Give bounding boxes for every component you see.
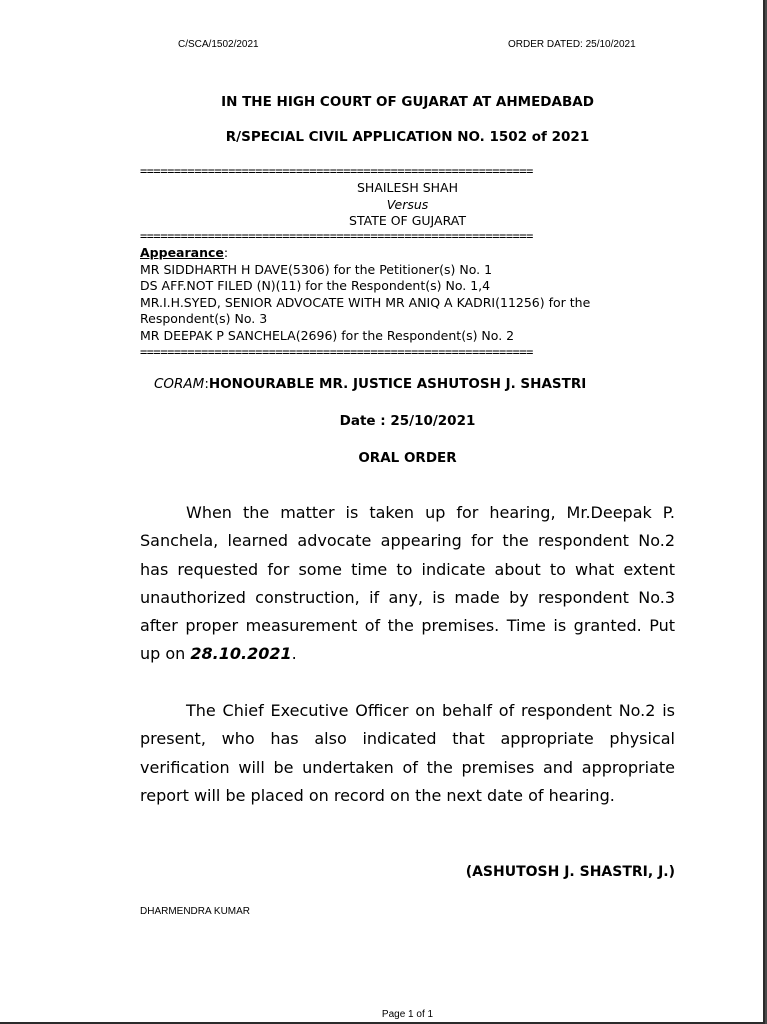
petitioner-name: SHAILESH SHAH [356,180,459,195]
respondent-name: STATE OF GUJARAT [349,213,466,228]
judge-signature: (ASHUTOSH J. SHASTRI, J.) [465,864,675,880]
paragraph-end: . [291,644,297,664]
separator-line: ========================================================== [140,346,533,358]
appearance-line: DS AFF.NOT FILED (N)(11) for the Respondent(s) No. 1,4 [140,278,491,293]
judge-name: HONOURABLE MR. JUSTICE ASHUTOSH J. SHASTRI [208,376,587,392]
coram-line: CORAM:HONOURABLE MR. JUSTICE ASHUTOSH J. SHASTRI [154,376,587,392]
order-paragraph-2: The Chief Executive Officer on behalf of respondent No.2 is present, who has also indicated that appropriate physical verification will be undertaken of the premises and appropriate report will be placed on record on the next date of hearing. [140,701,675,805]
separator-line: ========================================================== [140,165,533,177]
versus-label: Versus [386,196,429,212]
order-title: ORAL ORDER [358,450,457,466]
case-number: R/SPECIAL CIVIL APPLICATION NO. 1502 of 2021 [225,129,590,145]
page-number: Page 1 of 1 [381,1009,434,1020]
appearance-line: MR.I.H.SYED, SENIOR ADVOCATE WITH MR ANIQ A KADRI(11256) for the Respondent(s) No. 3 [140,294,591,326]
parties-block [140,180,675,230]
order-paragraph-1 [140,499,675,669]
case-reference: C/SCA/1502/2021 [178,39,259,50]
appearance-heading: Appearance [140,245,224,260]
court-title: IN THE HIGH COURT OF GUJARAT AT AHMEDABAD [221,94,594,110]
order-date: Date : 25/10/2021 [339,413,476,429]
paragraph-text: When the matter is taken up for hearing, Mr.Deepak P. Sanchela, learned advocate appearing for the respondent No.2 has requested for some time to indicate about to what extent unauthorized construction, if any, is made by respondent No.3 after proper measurement of the premises. Time is granted. Put up on [140,503,675,664]
appearance-line: MR SIDDHARTH H DAVE(5306) for the Petitioner(s) No. 1 [140,261,493,277]
order-dated: ORDER DATED: 25/10/2021 [508,39,636,50]
appearance-block: Appearance: MR SIDDHARTH H DAVE(5306) for the Petitioner(s) No. 1 DS AFF.NOT FILED (N)(11) for the Respondent(s) No. 1,4 MR.I.H.SYED, SENIOR ADVOCATE WITH MR ANIQ A KADRI(11256) for the Respondent(s) No. 3 MR DEEPAK P SANCHELA(2696) for the Respondent(s) No. 2 [140,245,680,344]
coram-label: CORAM [154,376,205,392]
appearance-line: MR DEEPAK P SANCHELA(2696) for the Respondent(s) No. 2 [140,327,515,343]
clerk-name: DHARMENDRA KUMAR [140,906,251,917]
hearing-date: 28.10.2021 [190,644,292,664]
separator-line: ========================================================== [140,230,533,242]
